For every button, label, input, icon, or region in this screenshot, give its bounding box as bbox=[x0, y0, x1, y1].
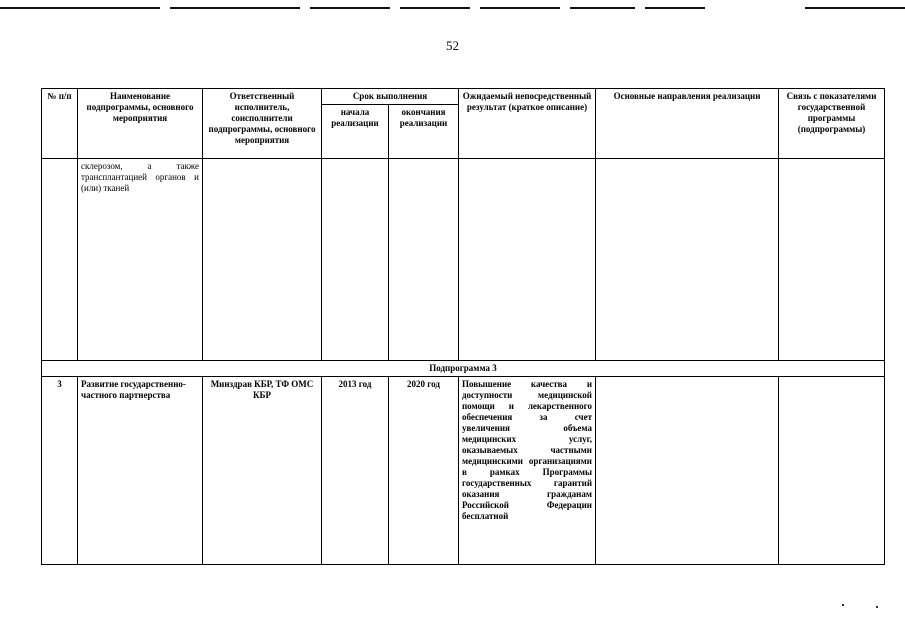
header-row bbox=[42, 89, 885, 105]
header-result: Ожидаемый непосредственный результат (краткое описание) bbox=[459, 89, 596, 159]
header-link: Связь с показателями государственной программы (подпрограммы) bbox=[779, 89, 885, 159]
header-start: начала реализации bbox=[322, 105, 389, 159]
cell-responsible: Минздрав КБР, ТФ ОМС КБР bbox=[203, 377, 322, 565]
cell-num bbox=[42, 159, 78, 361]
cell-result bbox=[459, 159, 596, 361]
cell-result: Повышение качества и доступности медицинской помощи и лекарственного обеспечения за счет увеличения объема медицинских услуг, оказываемых частными медицинскими организациями в рамках Программы государственных гарантий оказания гражданам Российской Федерации бесплатной bbox=[459, 377, 596, 565]
cell-end: 2020 год bbox=[389, 377, 459, 565]
cell-responsible bbox=[203, 159, 322, 361]
cell-start: 2013 год bbox=[322, 377, 389, 565]
top-border-line bbox=[400, 7, 470, 9]
table-row bbox=[42, 159, 885, 361]
top-border-line bbox=[480, 7, 560, 9]
cell-link bbox=[779, 159, 885, 361]
cell-directions bbox=[596, 377, 779, 565]
page-number: 52 bbox=[446, 38, 459, 53]
header-responsible: Ответственный исполнитель, соисполнители подпрограммы, основного мероприятия bbox=[203, 89, 322, 159]
cell-name: склерозом, а также трансплантацией органов и (или) тканей bbox=[78, 159, 203, 361]
cell-directions bbox=[596, 159, 779, 361]
header-name: Наименование подпрограммы, основного мероприятия bbox=[78, 89, 203, 159]
table-row bbox=[42, 377, 885, 565]
top-border-line bbox=[645, 7, 705, 9]
header-directions: Основные направления реализации bbox=[596, 89, 779, 159]
subprogram-label: Подпрограмма 3 bbox=[42, 361, 885, 377]
cell-num: 3 bbox=[42, 377, 78, 565]
top-border-line bbox=[310, 7, 390, 9]
header-num: № п/п bbox=[42, 89, 78, 159]
scan-speck bbox=[842, 604, 844, 606]
program-table bbox=[41, 88, 885, 565]
cell-end bbox=[389, 159, 459, 361]
top-border-line bbox=[0, 7, 160, 9]
top-border-line bbox=[570, 7, 635, 9]
top-border-line bbox=[805, 7, 905, 9]
scan-speck bbox=[876, 606, 878, 608]
top-border-line bbox=[170, 7, 300, 9]
cell-link bbox=[779, 377, 885, 565]
header-end: окончания реализации bbox=[389, 105, 459, 159]
header-term: Срок выполнения bbox=[322, 89, 459, 105]
cell-start bbox=[322, 159, 389, 361]
subprogram-row bbox=[42, 361, 885, 377]
cell-name: Развитие государственно-частного партнерства bbox=[78, 377, 203, 565]
